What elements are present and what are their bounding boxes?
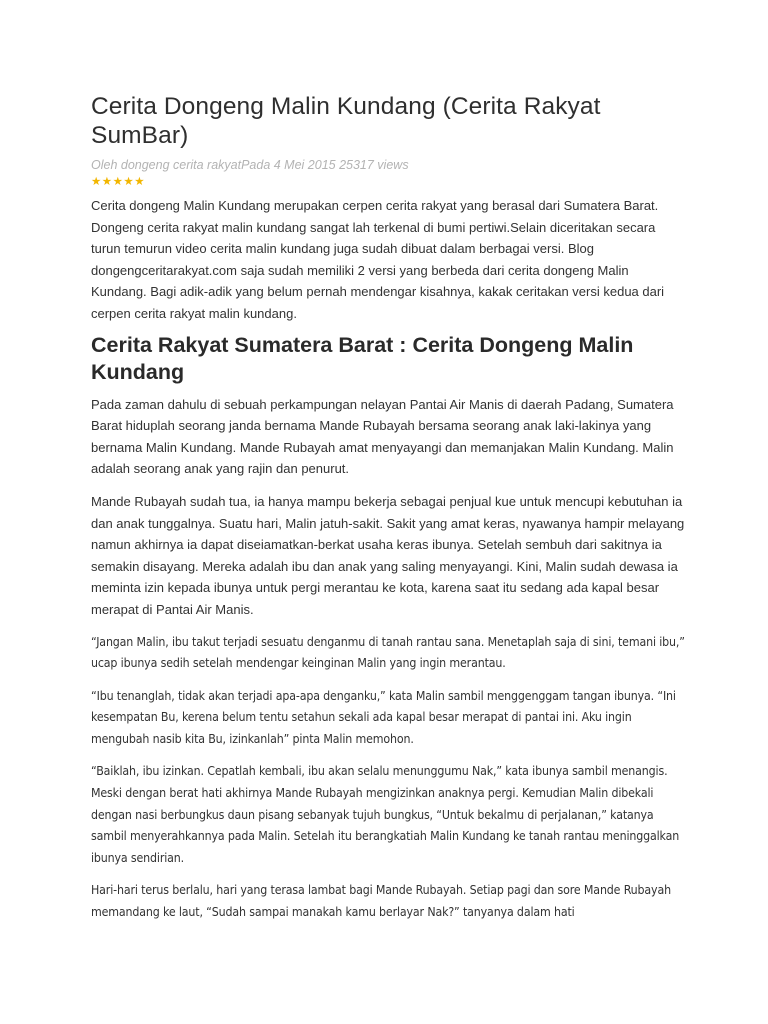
article-title: Cerita Dongeng Malin Kundang (Cerita Rakyat SumBar) <box>91 93 601 149</box>
rating-stars: ★★★★★ <box>91 176 146 188</box>
story-paragraph: “Ibu tenanglah, tidak akan terjadi apa-apa denganku,” kata Malin sambil menggenggam tangan ibunya. “Ini kesempatan Bu, kerena belum tentu setahun sekali ada kapal besar merapat di pantai ini. Aku ingin mengubah nasib kita Bu, izinkanlah” pinta Malin memohon. <box>91 688 676 746</box>
story-paragraph: Pada zaman dahulu di sebuah perkampungan nelayan Pantai Air Manis di daerah Padang, Sumatera Barat hiduplah seorang janda bernama Mande Rubayah bersama seorang anak laki-lakinya yang bernama Malin Kundang. Mande Rubayah amat menyayangi dan memanjakan Malin Kundang. Malin adalah seorang anak yang rajin dan penurut. <box>91 396 674 477</box>
story-paragraph: Mande Rubayah sudah tua, ia hanya mampu bekerja sebagai penjual kue untuk mencupi kebutuhan ia dan anak tunggalnya. Suatu hari, Malin jatuh-sakit. Sakit yang amat keras, nyawanya hampir melayang namun akhirnya ia dapat diseiamatkan-berkat usaha keras ibunya. Setelah sembuh dari sakitnya ia semakin disayang. Mereka adalah ibu dan anak yang saling menyayangi. Kini, Malin sudah dewasa ia meminta izin kepada ibunya untuk pergi merantau ke kota, karena saat itu sedang ada kapal besar merapat di Pantai Air Manis. <box>91 493 685 617</box>
article-meta: Oleh dongeng cerita rakyatPada 4 Mei 2015 25317 views <box>91 158 409 172</box>
story-paragraph: “Baiklah, ibu izinkan. Cepatlah kembali, ibu akan selalu menunggumu Nak,” kata ibunya sambil menangis. Meski dengan berat hati akhirnya Mande Rubayah mengizinkan anaknya pergi. Kemudian Malin dibekali dengan nasi berbungkus daun pisang sebanyak tujuh bungkus, “Untuk bekalmu di perjalanan,” katanya sambil menyerahkannya pada Malin. Setelah itu berangkatiah Malin Kundang ke tanah rantau meninggalkan ibunya sendirian. <box>91 764 680 865</box>
section-heading: Cerita Rakyat Sumatera Barat : Cerita Dongeng Malin Kundang <box>91 332 634 384</box>
story-paragraph: Hari-hari terus berlalu, hari yang terasa lambat bagi Mande Rubayah. Setiap pagi dan sore Mande Rubayah memandang ke laut, “Sudah sampai manakah kamu berlayar Nak?” tanyanya dalam hati <box>91 883 671 920</box>
article <box>91 92 686 924</box>
intro-paragraph: Cerita dongeng Malin Kundang merupakan cerpen cerita rakyat yang berasal dari Sumatera Barat. Dongeng cerita rakyat malin kundang sangat lah terkenal di bumi pertiwi.Selain diceritakan secara turun temurun video cerita malin kundang juga sudah dibuat dalam berbagai versi. Blog dongengceritarakyat.com saja sudah memiliki 2 versi yang berbeda dari cerita dongeng Malin Kundang. Bagi adik-adik yang belum pernah mendengar kisahnya, kakak ceritakan versi kedua dari cerpen cerita rakyat malin kundang. <box>91 198 665 321</box>
story-body <box>91 394 686 924</box>
story-paragraph: “Jangan Malin, ibu takut terjadi sesuatu denganmu di tanah rantau sana. Menetaplah saja di sini, temani ibu,” ucap ibunya sedih setelah mendengar keinginan Malin yang ingin merantau. <box>91 634 685 671</box>
